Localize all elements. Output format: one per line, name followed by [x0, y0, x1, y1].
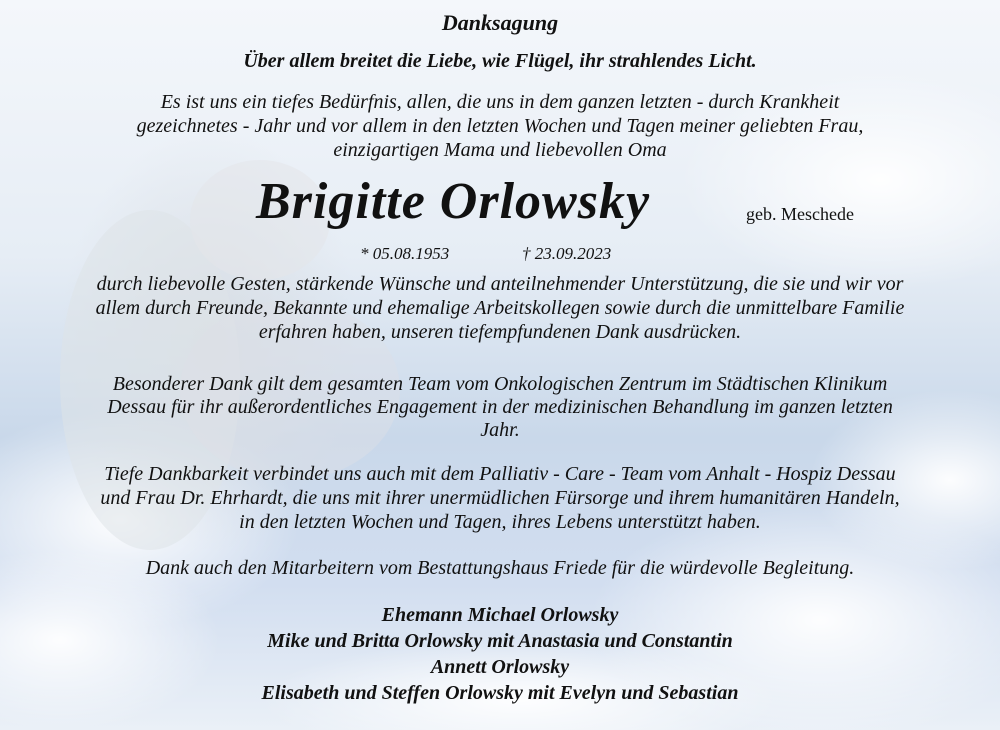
deceased-name-row — [0, 172, 1000, 240]
intro-line: einzigartigen Mama und liebevollen Oma — [333, 139, 667, 161]
death-date: † 23.09.2023 — [522, 244, 612, 263]
clinic-thanks-line: Jahr. — [480, 419, 520, 441]
intro-line: gezeichnetes - Jahr und vor allem in den letzten Wochen und Tagen meiner geliebten Frau, — [136, 115, 864, 137]
thanks-line: allem durch Freunde, Bekannte und ehemalige Arbeitskollegen sowie durch die unmittelbare Familie — [95, 297, 905, 319]
funeral-home-thanks: Dank auch den Mitarbeitern vom Bestattungshaus Friede für die würdevolle Begleitung. — [145, 557, 855, 579]
clinic-thanks-line: Besonderer Dank gilt dem gesamten Team vom Onkologischen Zentrum im Städtischen Klinikum — [112, 373, 888, 395]
hospice-thanks-line: in den letzten Wochen und Tagen, ihres Lebens unterstützt haben. — [239, 511, 761, 533]
thanks-line: durch liebevolle Gesten, stärkende Wünsche und anteilnehmender Unterstützung, die sie und wir vor — [96, 273, 904, 295]
thanks-line: erfahren haben, unseren tiefempfundenen Dank ausdrücken. — [258, 321, 742, 343]
intro-line: Es ist uns ein tiefes Bedürfnis, allen, die uns in dem ganzen letzten - durch Krankheit — [160, 91, 840, 113]
motto: Über allem breitet die Liebe, wie Flügel, ihr strahlendes Licht. — [243, 50, 757, 72]
birth-name: geb. Meschede — [746, 204, 854, 224]
heading-danksagung: Danksagung — [441, 10, 559, 35]
hospice-thanks-line: Tiefe Dankbarkeit verbindet uns auch mit dem Palliativ - Care - Team vom Anhalt - Hospiz Dessau — [104, 463, 896, 485]
signature-line: Annett Orlowsky — [430, 656, 570, 678]
signature-line: Mike und Britta Orlowsky mit Anastasia und Constantin — [267, 630, 733, 652]
signature-line: Ehemann Michael Orlowsky — [381, 604, 619, 626]
birth-date: * 05.08.1953 — [360, 244, 450, 263]
hospice-thanks-line: und Frau Dr. Ehrhardt, die uns mit ihrer unermüdlichen Fürsorge und ihrem humanitären Handeln, — [100, 487, 900, 509]
deceased-name: Brigitte Orlowsky — [256, 173, 651, 230]
clinic-thanks-line: Dessau für ihr außerordentliches Engagement in der medizinischen Behandlung im ganzen letzten — [107, 396, 893, 418]
signature-line: Elisabeth und Steffen Orlowsky mit Evelyn und Sebastian — [261, 682, 739, 704]
